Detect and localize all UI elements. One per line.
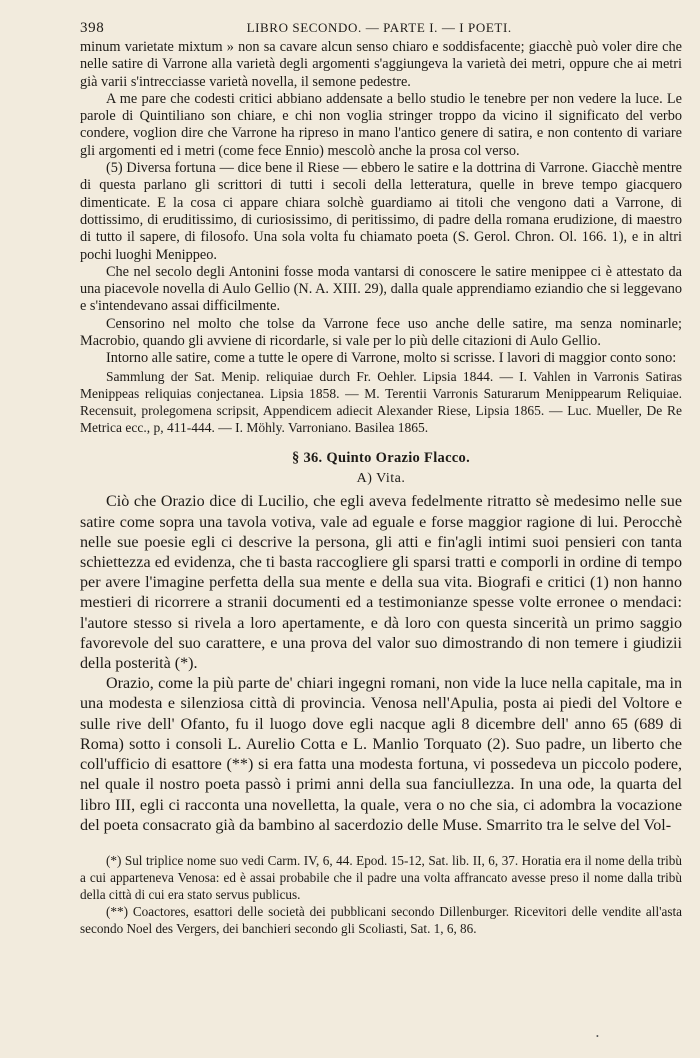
body-main: [80, 492, 682, 835]
paragraph: Intorno alle satire, come a tutte le opere di Varrone, molto si scrisse. I lavori di maggior conto sono:: [106, 350, 677, 367]
running-header: [80, 20, 682, 37]
running-title: LIBRO SECONDO. — PARTE I. — I POETI.: [246, 20, 512, 35]
paragraph: Ciò che Orazio dice di Lucilio, che egli aveva fedelmente ritratto sè medesimo nelle sue satire come sopra una tavola votiva, vale ad eguale e forse maggior ragione di lui. Perocchè nelle sue poesie egli ci descrive la persona, gli atti e fin'agli intimi suoi pensieri con tanta schiettezza ed evidenza, che ti basta raccogliere gli sparsi tratti e comporli in ordine di tempo per avere l'imagine perfetta della sua mente e della sua vita. Biografi e critici (1) non hanno mestieri di ricorrere a stranii documenti ed a testimonianze spesse volte erronee o mendaci: l'autore stesso si rivela a loro apertamente, e dà loro con questa sincerità un primo saggio favorevole del suo carattere, e una prova del valor suo dimostrando di non temere i giudizii della posterità (*).: [80, 493, 682, 673]
section-title: § 36. Quinto Orazio Flacco.: [291, 450, 471, 467]
paragraph: Orazio, come la più parte de' chiari ingegni romani, non vide la luce nella capitale, ma in una modesta e silenziosa città di provincia. Venosa nell'Apulia, posta ai piedi del Voltore e sulle rive dell' Ofanto, fu il luogo dove egli nacque agli 8 dicembre dell' anno 65 (689 di Roma) sotto i consoli L. Aurelio Cotta e L. Manlio Torquato (2). Suo padre, un liberto che coll'ufficio di esattore (**) si era fatta una modesta fortuna, vi possedeva un piccolo podere, nel quale il nostro poeta passò i primi anni della sua fanciullezza. In una ode, la quarta del libro III, egli ci racconta una novelletta, la quale, vera o no che sia, ci adombra la vocazione del poeta consacrato già da bambino al sacerdozio delle Muse. Smarrito tra le selve del Vol-: [80, 675, 682, 834]
footnotes: [80, 852, 682, 937]
bibliography: Sammlung der Sat. Menip. reliquiae durch Fr. Oehler. Lipsia 1844. — I. Vahlen in Varronis Satiras Menippeas reliquias conjectanea. Lipsia 1858. — M. Terentii Varronis Saturarum Menippearum Reliquiae. Recensuit, prolegomena scripsit, Appendicem adiecit Alexander Riese, Lipsia 1865. — Luc. Mueller, De Re Metrica ecc., p, 411-444. — I. Möhly. Varroniano. Basilea 1865.: [80, 368, 682, 436]
paragraph: A me pare che codesti critici abbiano addensate a bello studio le tenebre per non vedere la luce. Le parole di Quintiliano son chiare, e chi non voglia stringer troppo da vicino il significato del verbo condere, voglion dire che Varrone ha ripreso in mano l'antico genere di satira, e non contento di variare gli argomenti ed i metri (come fece Ennio) mescolò anche la prosa col verso.: [80, 90, 682, 159]
print-mark: •: [596, 1032, 599, 1041]
section-subtitle: A) Vita.: [356, 471, 406, 487]
paragraph: minum varietate mixtum » non sa cavare alcun senso chiaro e soddisfacente; giacchè può voler dire che nelle satire di Varrone alla varietà degli argomenti s'aggiungeva la varietà dei metri, oppure che ai metri già varii s'intrecciasse varietà novella, il semone pedestre.: [80, 39, 682, 90]
page-number: 398: [80, 20, 105, 36]
footnote-separator: [80, 836, 682, 852]
paragraph: (5) Diversa fortuna — dice bene il Riese — ebbero le satire e la dottrina di Varrone. Giacchè mentre di questa parlano gli scrittori di tutti i secoli della letteratura, quelle in breve tempo giacquero dimenticate. E la cosa ci appare chiara solchè guardiamo ai titoli che vengono dati a Varrone, di dottissimo, di eruditissimo, di curiosissimo, di peritissimo, di padre della romana erudizione, di maestro di tutto il sapere, di filosofo. Una sola volta fu chiamato poeta (S. Gerol. Chron. Ol. 166. 1), e in altri pochi luoghi Menippeo.: [80, 160, 682, 263]
body-top: [80, 39, 682, 436]
paragraph: Che nel secolo degli Antonini fosse moda vantarsi di conoscere le satire menippee ci è attestato da una piacevole novella di Aulo Gellio (N. A. XIII. 29), dalla quale apprendiamo eziandio che si leggevano e s'intendevano assai difficilmente.: [80, 263, 682, 315]
footnote: (**) Coactores, esattori delle società dei pubblicani secondo Dillenburger. Ricevitori delle vendite all'asta secondo Noel des Vergers, dei banchieri secondo gli Scoliasti, Sat. 1, 6, 86.: [80, 903, 682, 936]
footnote: (*) Sul triplice nome suo vedi Carm. IV, 6, 44. Epod. 15-12, Sat. lib. II, 6, 37. Horatia era il nome della tribù a cui apparteneva Venosa: ed è assai probabile che il padre una volta affrancato avesse preso il nome dalla tribù della città di cui era stato servus publicus.: [80, 852, 682, 902]
paragraph: Censorino nel molto che tolse da Varrone fece uso anche delle satire, ma senza nominarle; Macrobio, quando gli avviene di ricordarle, si vale per lo più delle citazioni di Aulo Gellio.: [80, 315, 682, 350]
